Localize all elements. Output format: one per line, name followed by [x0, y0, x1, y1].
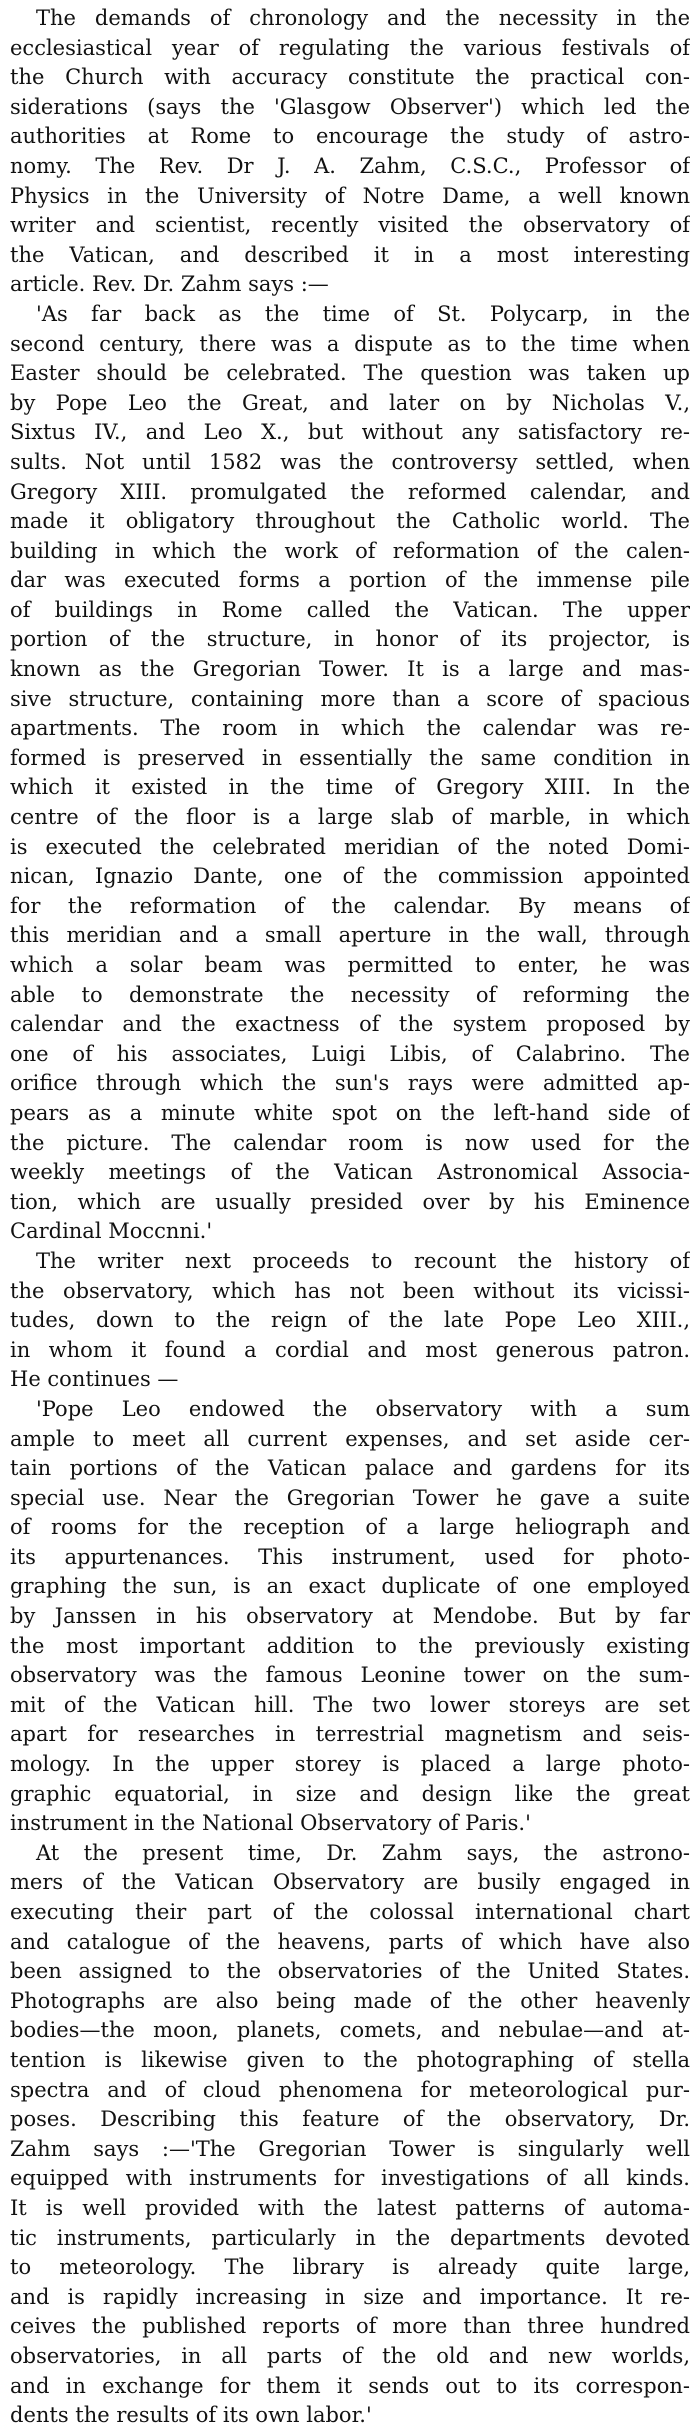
text-line: mers of the Vatican Observatory are busily engaged in [10, 1870, 690, 1895]
text-line: tic instruments, particularly in the departments devoted [10, 2225, 690, 2250]
text-line: which it existed in the time of Gregory XIII. In the [10, 775, 690, 800]
text-line: centre of the floor is a large slab of marble, in which [10, 805, 690, 830]
text-line: by Janssen in his observatory at Mendobe. But by far [10, 1604, 690, 1629]
text-line: able to demonstrate the necessity of reforming the [10, 982, 690, 1007]
text-line: tention is likewise given to the photographing of stella [10, 2047, 690, 2072]
text-line: Easter should be celebrated. The question was taken up [10, 361, 690, 386]
text-line: He continues — [10, 1367, 179, 1392]
text-line: pears as a minute white spot on the left-hand side of [10, 1100, 690, 1125]
text-line: siderations (says the 'Glasgow Observer') which led the [10, 94, 690, 119]
text-line: of rooms for the reception of a large heliograph and [10, 1515, 690, 1540]
text-line: one of his associates, Luigi Libis, of Calabrino. The [10, 1041, 690, 1066]
text-line: ample to meet all current expenses, and set aside cer- [10, 1426, 690, 1451]
text-line: the Church with accuracy constitute the practical con- [10, 65, 690, 90]
text-line: and in exchange for them it sends out to its correspon- [10, 2373, 690, 2398]
text-line: tion, which are usually presided over by his Eminence [10, 1189, 690, 1214]
text-line: this meridian and a small aperture in the wall, through [10, 923, 690, 948]
article-body [10, 4, 690, 2431]
text-line: Sixtus IV., and Leo X., but without any satisfactory re- [10, 420, 690, 445]
text-line: which a solar beam was permitted to enter, he was [10, 953, 690, 977]
text-line: ceives the published reports of more than three hundred [10, 2314, 690, 2339]
text-line: Physics in the University of Notre Dame, a well known [10, 183, 690, 208]
text-line: mit of the Vatican hill. The two lower storeys are set [10, 1692, 690, 1717]
text-line: spectra and of cloud phenomena for meteorological pur- [10, 2077, 690, 2102]
text-line: second century, there was a dispute as to the time when [10, 331, 690, 356]
text-line: poses. Describing this feature of the observatory, Dr. [10, 2107, 690, 2132]
text-line: observatories, in all parts of the old and new worlds, [10, 2343, 690, 2368]
text-line: for the reformation of the calendar. By means of [10, 893, 690, 918]
text-line: dents the results of its own labor.' [10, 2403, 372, 2428]
text-line: observatory was the famous Leonine tower on the sum- [10, 1663, 690, 1688]
article-paragraph [10, 1395, 690, 1839]
text-line: made it obligatory throughout the Catholic world. The [10, 509, 690, 534]
text-line: been assigned to the observatories of the United States. [10, 1959, 690, 1984]
text-line: building in which the work of reformation of the calen- [10, 538, 690, 563]
text-line: weekly meetings of the Vatican Astronomical Associa- [10, 1160, 690, 1185]
text-line: the observatory, which has not been without its vicissi- [10, 1278, 690, 1303]
text-line: Gregory XIII. promulgated the reformed calendar, and [10, 479, 690, 504]
text-line: apart for researches in terrestrial magnetism and seis- [10, 1722, 690, 1747]
text-line: article. Rev. Dr. Zahm says :— [10, 272, 329, 297]
text-line: in whom it found a cordial and most generous patron. [10, 1337, 690, 1362]
text-line: It is well provided with the latest patterns of automa- [10, 2195, 690, 2220]
text-line: mology. In the upper storey is placed a large photo- [10, 1752, 690, 1777]
article-paragraph [10, 1839, 690, 2431]
text-line: its appurtenances. This instrument, used for photo- [10, 1544, 690, 1569]
text-line: graphing the sun, is an exact duplicate of one employed [10, 1574, 690, 1599]
text-line: is executed the celebrated meridian of the noted Domi- [10, 834, 690, 859]
text-line: the picture. The calendar room is now used for the [10, 1130, 690, 1155]
text-line: dar was executed forms a portion of the immense pile [10, 568, 690, 593]
text-line: equipped with instruments for investigations of all kinds. [10, 2166, 690, 2191]
text-line: bodies—the moon, planets, comets, and nebulae—and at- [10, 2018, 690, 2043]
text-line: orifice through which the sun's rays were admitted ap- [10, 1071, 690, 1096]
text-line: sults. Not until 1582 was the controversy settled, when [10, 449, 690, 474]
article-paragraph [10, 1247, 690, 1395]
text-line: Zahm says :—'The Gregorian Tower is singularly well [10, 2136, 690, 2161]
text-line: sive structure, containing more than a score of spacious [10, 686, 690, 711]
text-line: 'As far back as the time of St. Polycarp, in the [36, 301, 690, 326]
text-line: calendar and the exactness of the system proposed by [10, 1012, 690, 1037]
text-line: nomy. The Rev. Dr J. A. Zahm, C.S.C., Professor of [10, 153, 690, 178]
text-line: graphic equatorial, in size and design like the great [10, 1781, 690, 1806]
text-line: Cardinal Moccnni.' [10, 1219, 213, 1244]
text-line: the Vatican, and described it in a most interesting [10, 242, 690, 267]
text-line: The demands of chronology and the necessity in the [36, 6, 690, 30]
text-line: nican, Ignazio Dante, one of the commission appointed [10, 864, 690, 889]
text-line: special use. Near the Gregorian Tower he gave a suite [10, 1485, 690, 1510]
text-line: the most important addition to the previously existing [10, 1633, 690, 1658]
text-line: The writer next proceeds to recount the history of [36, 1248, 690, 1273]
text-line: tudes, down to the reign of the late Pope Leo XIII., [10, 1308, 690, 1333]
text-line: portion of the structure, in honor of its projector, is [10, 627, 690, 652]
text-line: 'Pope Leo endowed the observatory with a sum [36, 1396, 690, 1421]
text-line: apartments. The room in which the calendar was re- [10, 716, 690, 741]
text-line: executing their part of the colossal international chart [10, 1900, 690, 1924]
text-line: tain portions of the Vatican palace and gardens for its [10, 1456, 690, 1481]
text-line: to meteorology. The library is already quite large, [10, 2255, 690, 2280]
article-paragraph [10, 4, 690, 300]
text-line: writer and scientist, recently visited the observatory of [10, 213, 690, 238]
text-line: of buildings in Rome called the Vatican. The upper [10, 597, 690, 622]
text-line: instrument in the National Observatory of Paris.' [10, 1811, 531, 1836]
text-line: by Pope Leo the Great, and later on by Nicholas V., [10, 390, 690, 415]
text-line: and is rapidly increasing in size and importance. It re- [10, 2284, 690, 2309]
text-line: Photographs are also being made of the other heavenly [10, 1988, 690, 2013]
text-line: authorities at Rome to encourage the study of astro- [10, 124, 690, 149]
text-line: and catalogue of the heavens, parts of which have also [10, 1929, 690, 1954]
text-line: formed is preserved in essentially the same condition in [10, 745, 690, 770]
text-line: At the present time, Dr. Zahm says, the astrono- [36, 1840, 690, 1865]
article-paragraph [10, 300, 690, 1247]
text-line: ecclesiastical year of regulating the various festivals of [10, 35, 690, 60]
text-line: known as the Gregorian Tower. It is a large and mas- [10, 657, 690, 682]
